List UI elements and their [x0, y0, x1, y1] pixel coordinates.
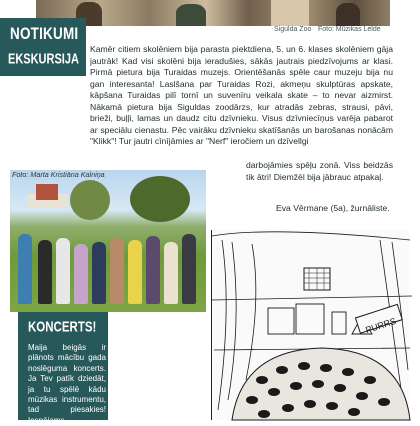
article-signature: Eva Vērmane (5a), žurnāliste. — [276, 203, 390, 213]
header-notikumi: NOTIKUMI — [10, 24, 79, 43]
photo-credit-top: Foto: Mūzikas Lelde — [318, 26, 381, 33]
concert-body: Maija beigās ir plānots mācību gada noslēguma koncerts. Ja Tev patīk dziedāt, ja tu spēlē kādu mūzikas instrumentu, tad piesakies! Iespējams — [28, 343, 106, 425]
group-photo — [10, 170, 206, 312]
section-header — [0, 18, 86, 76]
drawing-svg — [212, 230, 410, 420]
article-paragraph-1: Kamēr citiem skolēniem bija parasta piektdiena, 5. un 6. klases skolēniem gāja jautrāk! Kad visi skolēni bija ieradušies, sākās jautrais piedzīvojums ar klasi. Pirmā pietura bija Turaidas muzejs. Orientēšanās spēle caur muzeju bija nu gan interesanta! Laslšana par Turaidas Rozi, akmeņu skulptūras apskate, kāpšana Turaidas pilī tornī un suvenīru veikala skate – to nevar aizmirst. Nākamā pietura bija Siguldas zoodārzs, kur atradās zebras, strausi, pāvi, brieži, buļļi, lamas un daudz citu dzīvnieku. Visus dzīvniecīņus varēja pabarot ar speciālu cienastu. Pēc vairāku dzīvnieku skatīšanās un barošanas nonācām "Klikk"! Tur jautri cīnījāmies ar "Nerf" ieročiem un dzīvellgi — [90, 44, 393, 146]
top-photo — [36, 0, 390, 26]
article-paragraph-2: darbojāmies spēļu zonā. Viss beidzās tik ātri! Diemžēl bija jābrauc atpakaļ. — [246, 160, 393, 182]
student-drawing — [211, 230, 409, 420]
concert-title: KONCERTS! — [28, 320, 97, 335]
zoo-caption: Sigulda Zoo — [274, 26, 312, 33]
concert-box — [18, 312, 108, 425]
drawing-sign-text: PURRS — [364, 315, 398, 336]
photo-credit: Foto: Marta Kristiāna Kalniņa — [12, 170, 105, 179]
header-ekskursija: EKSKURSIJA — [8, 52, 79, 68]
